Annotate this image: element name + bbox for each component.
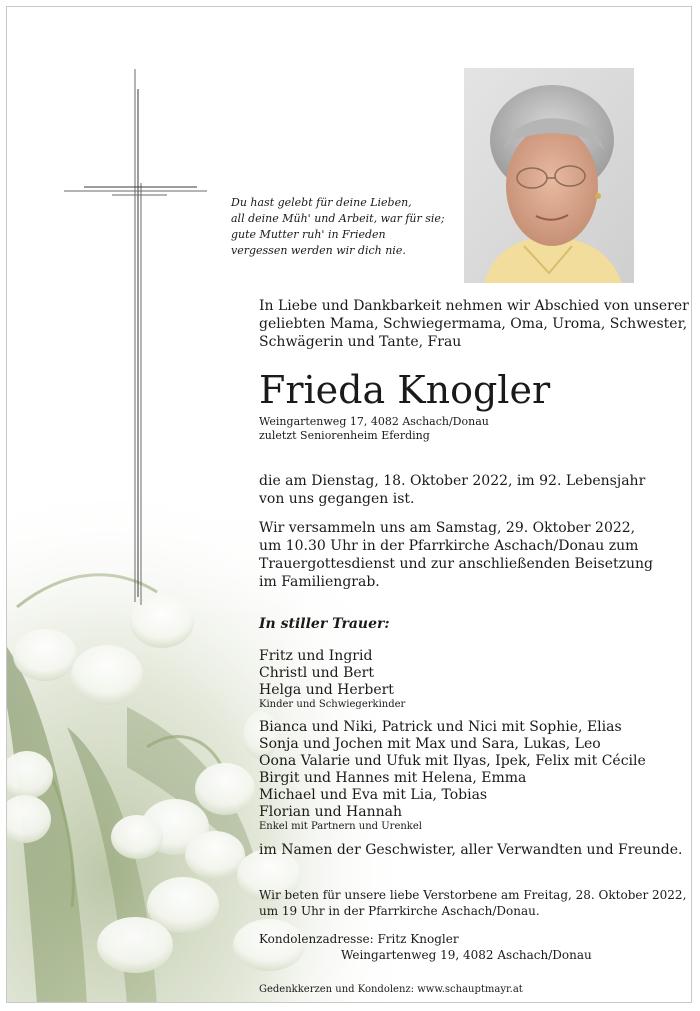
mourner-line: Fritz und Ingrid (259, 648, 373, 664)
death-notice-line: die am Dienstag, 18. Oktober 2022, im 92. Lebensjahr (259, 473, 646, 489)
memorial-verse (231, 195, 491, 259)
grandchildren-caption: Enkel mit Partnern und Urenkel (259, 821, 422, 832)
intro-line: In Liebe und Dankbarkeit nehmen wir Abschied von unserer (259, 298, 689, 314)
deceased-name: Frieda Knogler (259, 368, 551, 412)
prayer-line: Wir beten für unsere liebe Verstorbene am Freitag, 28. Oktober 2022, (259, 888, 687, 902)
mourner-line: Florian und Hannah (259, 804, 403, 820)
mourners-heading: In stiller Trauer: (259, 616, 390, 632)
funeral-line: Trauergottesdienst und zur anschließenden Beisetzung (259, 556, 653, 572)
verse-line: Du hast gelebt für deine Lieben, (231, 196, 412, 209)
mourner-line: Christl und Bert (259, 665, 374, 681)
mourner-line: Birgit und Hannes mit Helena, Emma (259, 770, 527, 786)
funeral-line: um 10.30 Uhr in der Pfarrkirche Aschach/Donau zum (259, 538, 639, 554)
siblings-line: im Namen der Geschwister, aller Verwandten und Freunde. (259, 842, 683, 858)
death-notice-line: von uns gegangen ist. (259, 491, 415, 507)
verse-line: all deine Müh' und Arbeit, war für sie; (231, 212, 445, 225)
funeral-line: im Familiengrab. (259, 574, 380, 590)
mourner-line: Oona Valarie und Ufuk mit Ilyas, Ipek, Felix mit Cécile (259, 753, 646, 769)
mourner-line: Michael und Eva mit Lia, Tobias (259, 787, 488, 803)
intro-line: Schwägerin und Tante, Frau (259, 334, 462, 350)
deceased-address: Weingartenweg 17, 4082 Aschach/Donau (259, 415, 489, 428)
deceased-last-residence: zuletzt Seniorenheim Eferding (259, 429, 430, 442)
condolence-label: Kondolenzadresse: Fritz Knogler (259, 932, 459, 946)
children-caption: Kinder und Schwiegerkinder (259, 699, 406, 710)
verse-line: vergessen werden wir dich nie. (231, 244, 406, 257)
mourner-line: Bianca und Niki, Patrick und Nici mit Sophie, Elias (259, 719, 622, 735)
intro-line: geliebten Mama, Schwiegermama, Oma, Uroma, Schwester, (259, 316, 688, 332)
parte-card (6, 6, 692, 1003)
verse-line: gute Mutter ruh' in Frieden (231, 228, 386, 241)
footer-link[interactable]: Gedenkkerzen und Kondolenz: www.schauptmayr.at (259, 984, 523, 995)
prayer-line: um 19 Uhr in der Pfarrkirche Aschach/Donau. (259, 904, 540, 918)
funeral-line: Wir versammeln uns am Samstag, 29. Oktober 2022, (259, 520, 636, 536)
mourner-line: Helga und Herbert (259, 682, 394, 698)
condolence-address: Weingartenweg 19, 4082 Aschach/Donau (341, 948, 592, 962)
mourner-line: Sonja und Jochen mit Max und Sara, Lukas, Leo (259, 736, 601, 752)
